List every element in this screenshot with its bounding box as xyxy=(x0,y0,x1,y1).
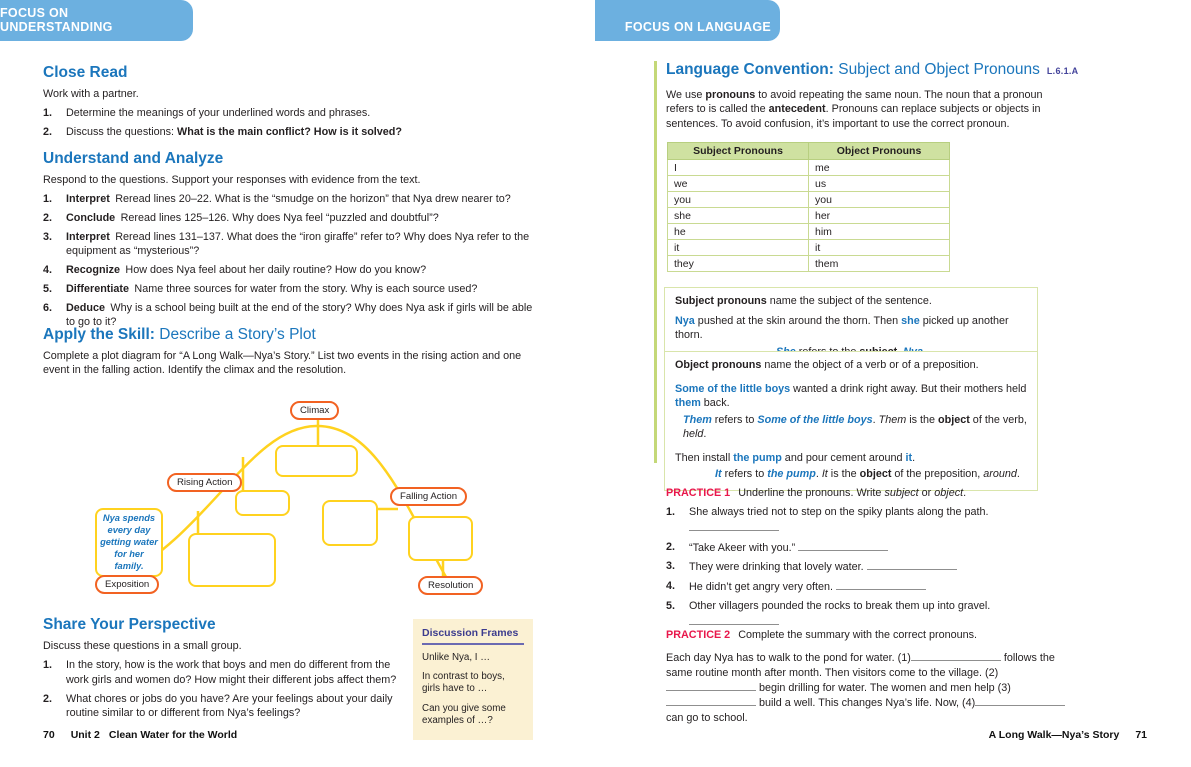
rule-text: Subject pronouns name the subject of the sentence. xyxy=(675,295,932,307)
list-item: 2. Discuss the questions: What is the main conflict? How is it solved? xyxy=(43,126,402,139)
apply-skill-intro: Complete a plot diagram for “A Long Walk—Nya’s Story.” List two events in the rising action and one event in the falling action. Identify the climax and the resolution. xyxy=(43,350,522,377)
share-list xyxy=(43,658,411,720)
example-sentence: Some of the little boys wanted a drink right away. But their mothers held them back. xyxy=(675,382,1027,410)
object-pronoun-cell: you xyxy=(809,192,950,208)
label-exposition: Exposition xyxy=(95,575,159,594)
understand-list xyxy=(43,192,543,329)
table-row xyxy=(668,192,950,208)
close-read-intro: Work with a partner. xyxy=(43,88,139,101)
table-row xyxy=(668,160,950,176)
focus-banner-understanding xyxy=(0,0,193,41)
discussion-frames-box xyxy=(413,619,533,740)
convention-intro: We use pronouns to avoid repeating the same noun. The noun that a pronoun refers to is called the antecedent. Pronouns can replace subjects or objects in sentences. To avoid confusion, it’s important to use the correct pronoun. xyxy=(666,89,1043,130)
rule-text: Object pronouns name the object of a verb or of a preposition. xyxy=(675,359,979,371)
close-read-section xyxy=(43,64,548,144)
example-sentence: Then install the pump and pour cement around it. xyxy=(675,451,916,464)
discussion-frame: Unlike Nya, I … xyxy=(422,652,491,663)
page-right xyxy=(595,0,1191,767)
unit-title: Clean Water for the World xyxy=(108,729,238,741)
label-rising-action: Rising Action xyxy=(167,473,242,492)
object-pronoun-cell: him xyxy=(809,224,950,240)
practice2-summary: Each day Nya has to walk to the pond for water. (1) follows the same routine month after month. Then visitors come to the village. (2) begin drilling for water. The women and men help (3) build a well. This changes Nya’s life. Now, (4) can go to school. xyxy=(666,650,1078,725)
pronoun-table xyxy=(667,142,950,272)
understand-heading: Understand and Analyze xyxy=(43,150,224,167)
column-header-subject: Subject Pronouns xyxy=(668,143,809,160)
subject-pronoun-cell: we xyxy=(668,176,809,192)
close-read-heading: Close Read xyxy=(43,64,128,81)
section-accent-bar xyxy=(654,61,657,463)
table-row xyxy=(668,240,950,256)
page-number: 70 xyxy=(43,729,55,741)
list-item: 1. Interpret Reread lines 20–22. What is the “smudge on the horizon” that Nya drew nearer to? xyxy=(43,193,511,206)
practice2-section xyxy=(666,628,1078,730)
subject-pronoun-cell: she xyxy=(668,208,809,224)
practice1-list xyxy=(666,505,1066,629)
page-left xyxy=(0,0,595,767)
object-pronoun-example-box xyxy=(664,351,1038,491)
object-pronoun-cell: them xyxy=(809,256,950,272)
share-heading: Share Your Perspective xyxy=(43,616,216,633)
table-row xyxy=(668,256,950,272)
list-item: 4. Recognize How does Nya feel about her daily routine? How do you know? xyxy=(43,264,427,277)
language-convention-heading: Language Convention: Subject and Object Pronouns L.6.1.A xyxy=(666,61,1079,78)
page-footer-left xyxy=(43,729,237,741)
discussion-frame: Can you give some examples of …? xyxy=(422,702,506,726)
label-resolution: Resolution xyxy=(418,576,483,595)
close-read-list xyxy=(43,106,548,139)
subject-pronoun-cell: I xyxy=(668,160,809,176)
object-pronoun-cell: it xyxy=(809,240,950,256)
practice-item: 1. She always tried not to step on the spiky plants along the path. xyxy=(666,505,1066,535)
label-climax: Climax xyxy=(290,401,339,420)
list-item: 1. Determine the meanings of your underlined words and phrases. xyxy=(43,107,371,120)
understand-intro: Respond to the questions. Support your responses with evidence from the text. xyxy=(43,174,421,187)
share-perspective-section xyxy=(43,616,411,725)
banner-label: FOCUS ON UNDERSTANDING xyxy=(0,6,113,34)
apply-skill-heading: Apply the Skill: Describe a Story’s Plot xyxy=(43,326,316,343)
practice1-instruction: PRACTICE 1 Underline the pronouns. Write subject or object. xyxy=(666,487,967,499)
plot-box-climax-event xyxy=(275,445,358,477)
list-item: 1. In the story, how is the work that boys and men do different from the work girls and women do? How might their different jobs affect them? xyxy=(43,659,397,686)
banner-label: FOCUS ON LANGUAGE xyxy=(624,20,771,34)
practice-item: 4. He didn’t get angry very often. xyxy=(666,579,1066,594)
table-row xyxy=(668,224,950,240)
subject-pronoun-cell: they xyxy=(668,256,809,272)
example-explanation: Them refers to Some of the little boys. Them is the object of the verb, held. xyxy=(683,413,1027,441)
plot-box-rising-event-2 xyxy=(235,490,290,516)
discussion-frames-list xyxy=(422,652,524,727)
practice2-instruction: PRACTICE 2 Complete the summary with the correct pronouns. xyxy=(666,629,978,641)
discussion-frame: In contrast to boys, girls have to … xyxy=(422,671,505,695)
discussion-frames-title: Discussion Frames xyxy=(422,627,524,645)
list-item: 3. Interpret Reread lines 131–137. What does the “iron giraffe” refer to? Why does Nya refer to the equipment as “mysterious”? xyxy=(43,231,530,258)
standard-code-badge: L.6.1.A xyxy=(1046,66,1079,76)
share-intro: Discuss these questions in a small group. xyxy=(43,640,242,653)
unit-label: Unit 2 xyxy=(70,729,100,741)
practice-item: 3. They were drinking that lovely water. xyxy=(666,559,1066,574)
list-item: 2. What chores or jobs do you have? Are your feelings about your daily routine similar to or different from Nya’s feelings? xyxy=(43,692,393,719)
understand-analyze-section xyxy=(43,150,543,334)
practice1-label: PRACTICE 1 xyxy=(666,487,731,499)
page-number: 71 xyxy=(1135,729,1147,741)
plot-diagram xyxy=(60,397,540,602)
subject-pronoun-cell: it xyxy=(668,240,809,256)
subject-pronoun-cell: you xyxy=(668,192,809,208)
example-explanation: It refers to the pump. It is the object of the preposition, around. xyxy=(715,468,1020,481)
practice1-section xyxy=(666,486,1066,633)
table-row xyxy=(668,176,950,192)
table-row xyxy=(668,208,950,224)
object-pronoun-cell: her xyxy=(809,208,950,224)
practice2-label: PRACTICE 2 xyxy=(666,629,731,641)
plot-box-rising-event-1 xyxy=(188,533,276,587)
column-header-object: Object Pronouns xyxy=(809,143,950,160)
plot-box-falling-event xyxy=(322,500,378,546)
list-item: 6. Deduce Why is a school being built at the end of the story? Why does Nya ask if girls will be able to go to it? xyxy=(43,302,533,329)
practice-item: 5. Other villagers pounded the rocks to break them up into gravel. xyxy=(666,599,1066,629)
exposition-note: Nya spends every day getting water for her family. xyxy=(95,508,163,577)
example-sentence: Nya pushed at the skin around the thorn. Then she picked up another thorn. xyxy=(675,314,1009,342)
label-falling-action: Falling Action xyxy=(390,487,467,506)
plot-box-resolution-event xyxy=(408,516,473,561)
page-footer-right xyxy=(989,729,1147,741)
table-header-row xyxy=(668,143,950,160)
list-item: 5. Differentiate Name three sources for water from the story. Why is each source used? xyxy=(43,283,478,296)
list-item: 2. Conclude Reread lines 125–126. Why does Nya feel “puzzled and doubtful”? xyxy=(43,212,439,225)
object-pronoun-cell: me xyxy=(809,160,950,176)
object-pronoun-cell: us xyxy=(809,176,950,192)
focus-banner-language xyxy=(595,0,780,41)
apply-skill-section xyxy=(43,326,548,383)
practice-item: 2. “Take Akeer with you.” xyxy=(666,540,1066,555)
subject-pronoun-cell: he xyxy=(668,224,809,240)
story-title: A Long Walk—Nya’s Story xyxy=(988,729,1120,741)
